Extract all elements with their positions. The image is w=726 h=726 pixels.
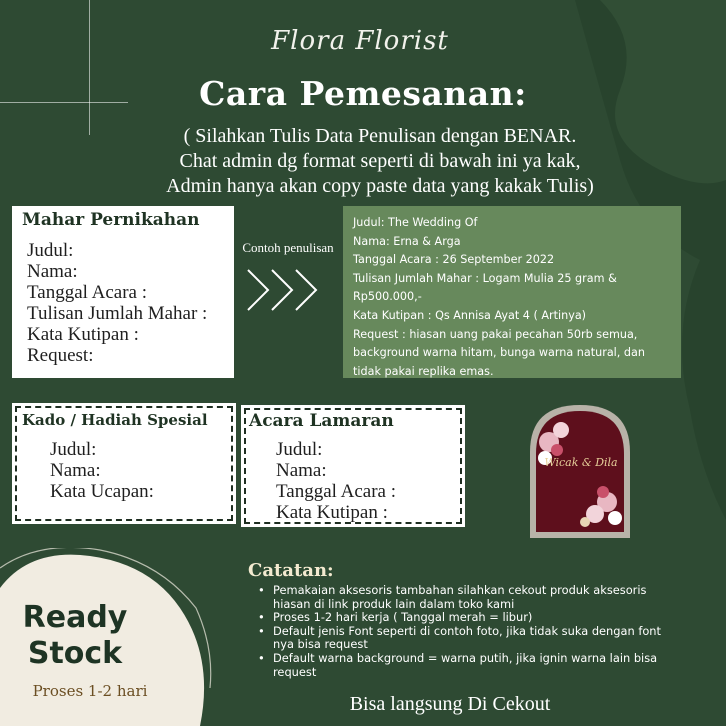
example-line: Request : hiasan uang pakai pecahan 50rb semua,	[353, 327, 638, 341]
example-line: background warna hitam, bunga warna natural, dan	[353, 346, 645, 360]
notes-list	[258, 584, 678, 679]
badge-line: Ready	[22, 600, 128, 635]
kado-field-label: Nama:	[50, 460, 101, 481]
mahar-field-label: Nama:	[27, 261, 78, 282]
note-text: Default warna background = warna putih, jika ignin warna lain bisa request	[273, 650, 658, 679]
instructions-line: Chat admin dg format seperti di bawah ini ya kak,	[179, 150, 581, 172]
bullet-icon: •	[258, 650, 265, 665]
list-item	[258, 584, 678, 611]
checkout-text: Bisa langsung Di Cekout	[349, 693, 551, 715]
example-label: Contoh penulisan	[242, 240, 334, 255]
page-title: Cara Pemesanan:	[199, 74, 527, 113]
example-line: Kata Kutipan : Qs Annisa Ayat 4 ( Artinya)	[353, 308, 587, 322]
framed-flower-arrangement-icon	[527, 402, 633, 538]
list-item	[258, 652, 678, 679]
acara-field-label: Nama:	[276, 460, 327, 481]
mahar-field-label: Request:	[27, 345, 94, 366]
kado-card-title: Kado / Hadiah Spesial	[22, 411, 208, 429]
acara-field-label: Tanggal Acara :	[276, 481, 397, 502]
bullet-icon: •	[258, 610, 265, 625]
example-text-box	[343, 206, 681, 378]
acara-field-label: Judul:	[276, 439, 323, 460]
list-item	[258, 625, 678, 652]
decorative-vertical-line	[89, 0, 90, 135]
example-line: Nama: Erna & Arga	[353, 234, 461, 248]
mahar-field-label: Judul:	[27, 240, 74, 261]
kado-field-label: Kata Ucapan:	[50, 481, 154, 502]
instructions-line: Admin hanya akan copy paste data yang kakak Tulis)	[166, 175, 594, 197]
example-line: Judul: The Wedding Of	[353, 216, 478, 229]
mahar-field-label: Kata Kutipan :	[27, 324, 139, 345]
acara-field-label: Kata Kutipan :	[276, 502, 388, 523]
example-line: Rp500.000,-	[353, 290, 422, 304]
bullet-icon: •	[258, 623, 265, 638]
product-image-text: Wicak & Dila	[544, 456, 618, 469]
example-line: Tanggal Acara : 26 September 2022	[353, 253, 555, 267]
triple-chevron-right-icon	[244, 266, 330, 314]
mahar-form-card	[12, 206, 234, 378]
mahar-field-label: Tulisan Jumlah Mahar :	[27, 303, 208, 324]
instructions-line: ( Silahkan Tulis Data Penulisan dengan BENAR.	[183, 125, 577, 147]
ready-stock-badge	[0, 600, 150, 672]
acara-card-title: Acara Lamaran	[249, 411, 394, 431]
acara-lamaran-form-card	[241, 405, 465, 527]
notes-title: Catatan:	[248, 560, 334, 581]
brand-logo-text: Flora Florist	[271, 26, 449, 56]
mahar-card-title: Mahar Pernikahan	[22, 210, 200, 230]
mahar-field-label: Tanggal Acara :	[27, 282, 148, 303]
kado-field-label: Judul:	[50, 439, 97, 460]
badge-line: Stock	[27, 636, 123, 671]
note-text: Default jenis Font seperti di contoh foto, jika tidak suka dengan font nya bisa request	[273, 623, 661, 652]
example-line: tidak pakai replika emas.	[353, 364, 494, 378]
list-item	[258, 611, 678, 625]
example-line: Tulisan Jumlah Mahar : Logam Mulia 25 gram &	[353, 271, 617, 285]
kado-form-card	[12, 403, 236, 524]
badge-subtext: Proses 1-2 hari	[32, 682, 148, 700]
note-text: Pemakaian aksesoris tambahan silahkan cekout produk aksesoris hiasan di link produk lain dalam toko kami	[273, 583, 647, 611]
instructions-text	[80, 124, 680, 199]
bullet-icon: •	[258, 583, 265, 597]
note-text: Proses 1-2 hari kerja ( Tanggal merah = libur)	[273, 610, 533, 625]
